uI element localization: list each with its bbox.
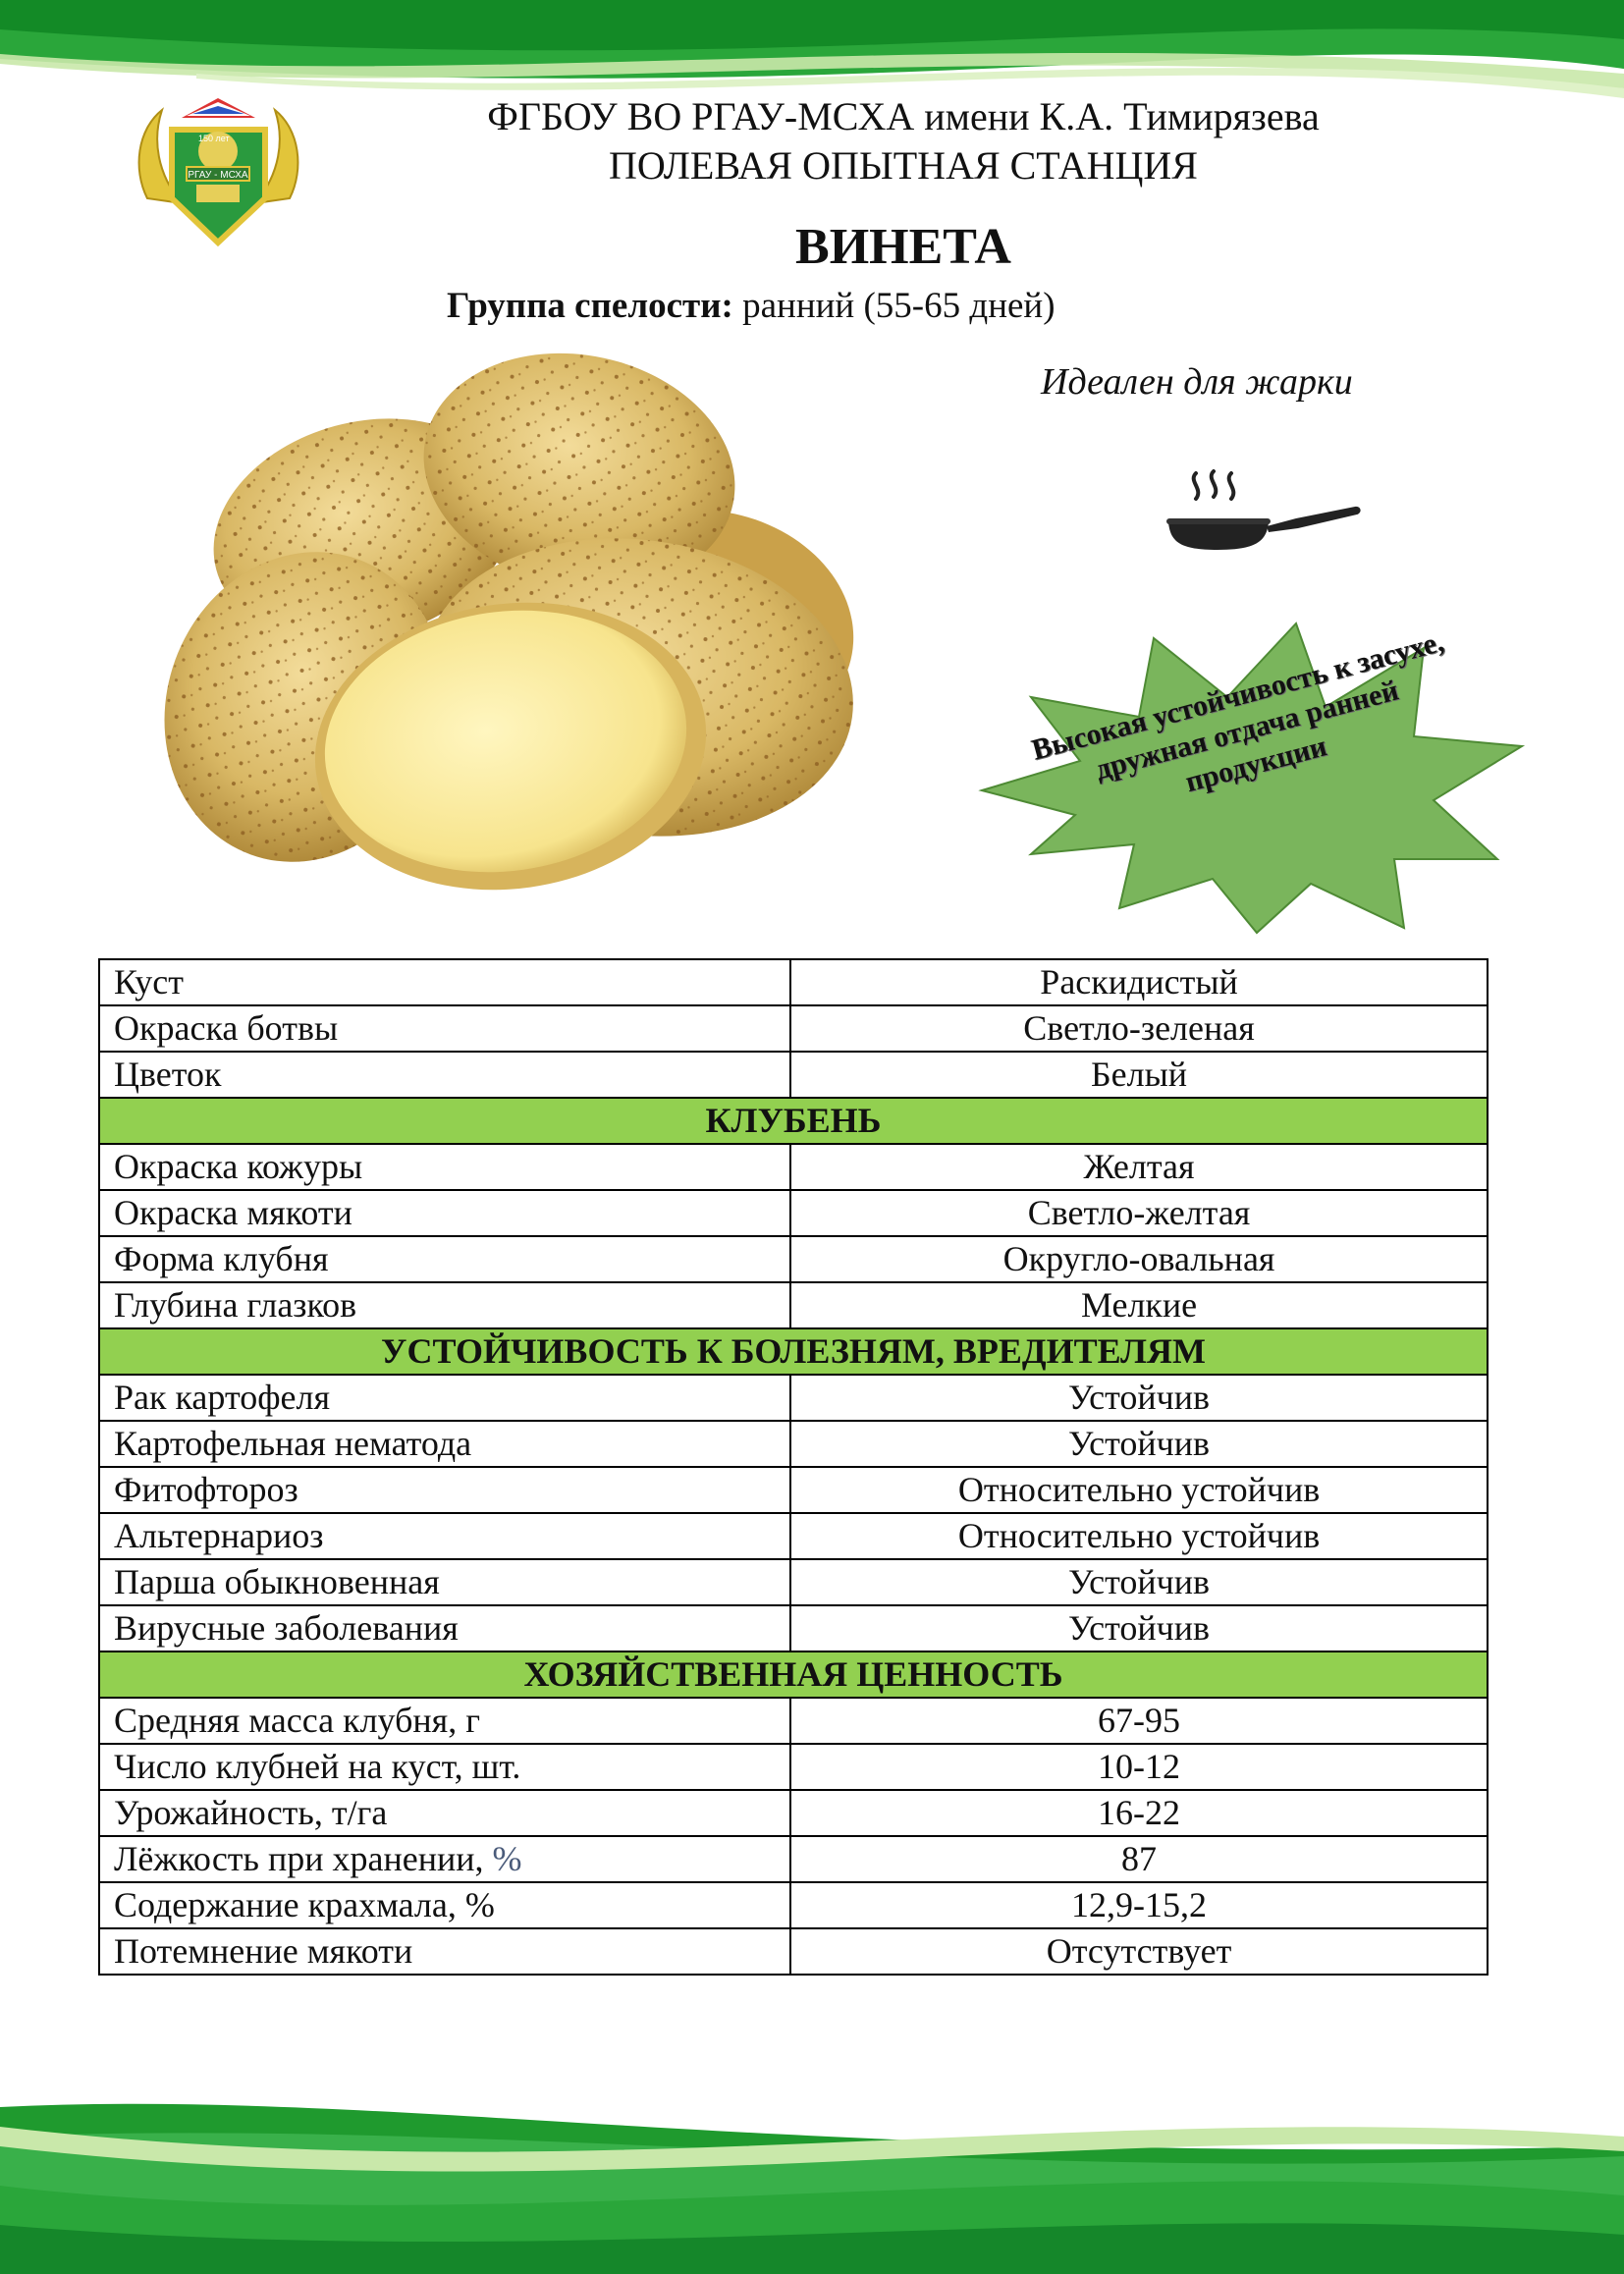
logo-years: 150 лет — [198, 134, 230, 143]
row-label: Глубина глазков — [99, 1282, 790, 1328]
row-label: Картофельная нематода — [99, 1421, 790, 1467]
row-value: Округло-овальная — [790, 1236, 1488, 1282]
ripeness-label: Группа спелости: — [447, 286, 733, 326]
row-label: Потемнение мякоти — [99, 1928, 790, 1975]
table-row — [99, 1559, 1488, 1605]
row-label: Форма клубня — [99, 1236, 790, 1282]
row-label: Урожайность, т/га — [99, 1790, 790, 1836]
table-row — [99, 1144, 1488, 1190]
table-row — [99, 1513, 1488, 1559]
table-row — [99, 1467, 1488, 1513]
section-header-row — [99, 1098, 1488, 1144]
row-value: Устойчив — [790, 1421, 1488, 1467]
station-name: ПОЛЕВАЯ ОПЫТНАЯ СТАНЦИЯ — [609, 143, 1198, 188]
row-label: Число клубней на куст, шт. — [99, 1744, 790, 1790]
row-label: Окраска мякоти — [99, 1190, 790, 1236]
section-title-economic: ХОЗЯЙСТВЕННАЯ ЦЕННОСТЬ — [99, 1651, 1488, 1698]
section-header-row — [99, 1328, 1488, 1375]
bottom-wave-decoration — [0, 2078, 1624, 2274]
university-logo — [128, 81, 309, 252]
table-row — [99, 1928, 1488, 1975]
row-value: 87 — [790, 1836, 1488, 1882]
row-value: Раскидистый — [790, 959, 1488, 1005]
row-value: Устойчив — [790, 1605, 1488, 1651]
table-row — [99, 1698, 1488, 1744]
table-row — [99, 1052, 1488, 1098]
table-row — [99, 1836, 1488, 1882]
section-header-row — [99, 1651, 1488, 1698]
row-value: Устойчив — [790, 1375, 1488, 1421]
row-value: Светло-зеленая — [790, 1005, 1488, 1052]
table-row — [99, 1282, 1488, 1328]
row-label: Содержание крахмала, % — [99, 1882, 790, 1928]
row-value: Устойчив — [790, 1559, 1488, 1605]
row-value: Относительно устойчив — [790, 1513, 1488, 1559]
table-row — [99, 1744, 1488, 1790]
row-value: Отсутствует — [790, 1928, 1488, 1975]
row-label-text: Лёжкость при хранении, — [114, 1839, 493, 1878]
table-row — [99, 1375, 1488, 1421]
row-value: Мелкие — [790, 1282, 1488, 1328]
row-label: Альтернариоз — [99, 1513, 790, 1559]
section-title-tuber: КЛУБЕНЬ — [99, 1098, 1488, 1144]
badge-text: Высокая устойчивость к засухе, дружная отдача ранней продукции — [1028, 624, 1447, 799]
logo-text: РГАУ - МСХА — [188, 170, 248, 181]
ripeness-value: ранний (55-65 дней) — [732, 286, 1056, 326]
section-title-resistance: УСТОЙЧИВОСТЬ К БОЛЕЗНЯМ, ВРЕДИТЕЛЯМ — [99, 1328, 1488, 1375]
table-row — [99, 1190, 1488, 1236]
row-label — [99, 1836, 790, 1882]
row-label: Парша обыкновенная — [99, 1559, 790, 1605]
table-row — [99, 1421, 1488, 1467]
variety-title: ВИНЕТА — [795, 219, 1011, 275]
table-row — [99, 1236, 1488, 1282]
row-label: Средняя масса клубня, г — [99, 1698, 790, 1744]
table-row — [99, 1605, 1488, 1651]
table-row — [99, 1882, 1488, 1928]
row-value: 16-22 — [790, 1790, 1488, 1836]
row-label: Вирусные заболевания — [99, 1605, 790, 1651]
row-value: Относительно устойчив — [790, 1467, 1488, 1513]
row-value: Светло-желтая — [790, 1190, 1488, 1236]
row-value: 12,9-15,2 — [790, 1882, 1488, 1928]
row-value: 67-95 — [790, 1698, 1488, 1744]
row-label: Фитофтороз — [99, 1467, 790, 1513]
row-label: Окраска кожуры — [99, 1144, 790, 1190]
usage-note: Идеален для жарки — [1041, 361, 1353, 403]
row-label: Куст — [99, 959, 790, 1005]
row-value: Желтая — [790, 1144, 1488, 1190]
row-value: Белый — [790, 1052, 1488, 1098]
organization-name: ФГБОУ ВО РГАУ-МСХА имени К.А. Тимирязева — [487, 94, 1320, 138]
row-value: 10-12 — [790, 1744, 1488, 1790]
table-row — [99, 959, 1488, 1005]
table-row — [99, 1790, 1488, 1836]
frying-pan-icon — [1159, 461, 1365, 560]
row-label: Окраска ботвы — [99, 1005, 790, 1052]
row-label: Цветок — [99, 1052, 790, 1098]
row-label: Рак картофеля — [99, 1375, 790, 1421]
ripeness-group — [447, 285, 1056, 328]
potato-tubers-illustration — [157, 344, 943, 903]
variety-characteristics-table — [98, 958, 1489, 1976]
row-label-percent: % — [492, 1839, 522, 1878]
table-row — [99, 1005, 1488, 1052]
